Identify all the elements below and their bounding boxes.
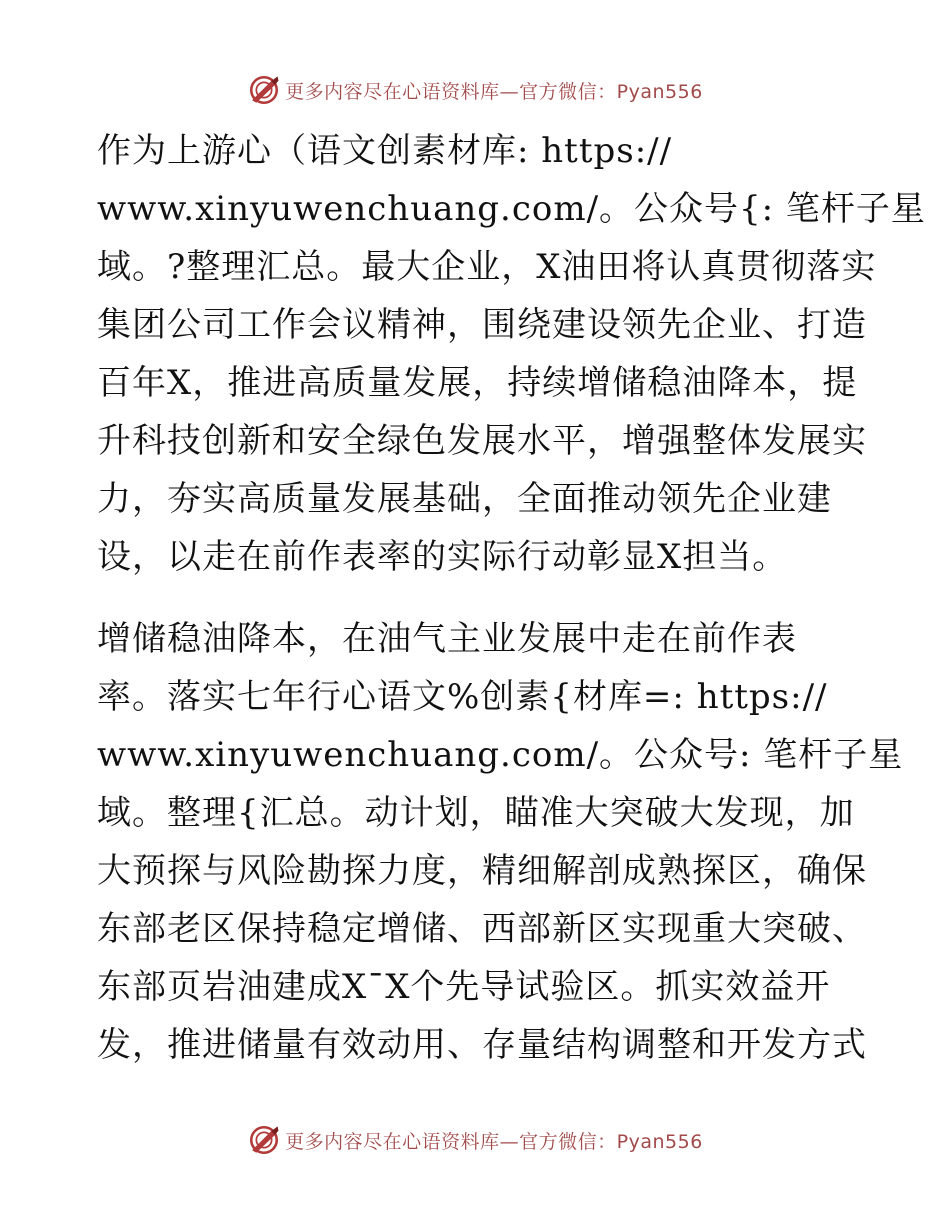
text-line: 域。?整理汇总。最大企业，X油田将认真贯彻落实 (97, 247, 877, 287)
wechat-id: Pyan556 (616, 80, 703, 103)
footer-banner (0, 1120, 950, 1160)
banner-text: 更多内容尽在心语资料库—官方微信：Pyan556 (285, 1130, 703, 1153)
banner-text: 更多内容尽在心语资料库—官方微信：Pyan556 (285, 80, 703, 103)
wechat-id: Pyan556 (616, 1130, 703, 1153)
text-line: 发，推进储量有效动用、存量结构调整和开发方式 (97, 1025, 867, 1065)
text-line: 东部页岩油建成X¯X个先导试验区。抓实效益开 (97, 967, 831, 1007)
text-line: 百年X，推进高质量发展，持续增储稳油降本，提 (97, 363, 858, 403)
text-line: 力，夯实高质量发展基础，全面推动领先企业建 (97, 479, 832, 519)
pen-logo-icon (247, 1123, 281, 1157)
text-line: www.xinyuwenchuang.com/。公众号: 笔杆子星 (97, 735, 904, 775)
text-line: 作为上游心（语文创素材库: https:// (97, 131, 673, 171)
paragraph-2 (97, 610, 904, 1074)
paragraph-spacer (97, 586, 877, 610)
text-line: 设，以走在前作表率的实际行动彰显X担当。 (97, 537, 788, 577)
text-line: 增储稳油降本，在油气主业发展中走在前作表 (97, 619, 797, 659)
text-line: 率。落实七年行心语文%创素{材库=: https:// (97, 677, 828, 717)
paragraph-1 (97, 122, 926, 586)
text-line: 域。整理{汇总。动计划，瞄准大突破大发现，加 (97, 793, 855, 833)
pen-logo-icon (247, 73, 281, 107)
text-line: 大预探与风险勘探力度，精细解剖成熟探区，确保 (97, 851, 867, 891)
text-line: 集团公司工作会议精神，围绕建设领先企业、打造 (97, 305, 867, 345)
text-line: 东部老区保持稳定增储、西部新区实现重大突破、 (97, 909, 867, 949)
document-body (97, 122, 926, 1074)
text-line: 升科技创新和安全绿色发展水平，增强整体发展实 (97, 421, 867, 461)
header-banner (0, 70, 950, 110)
text-line: www.xinyuwenchuang.com/。公众号{: 笔杆子星 (97, 189, 926, 229)
